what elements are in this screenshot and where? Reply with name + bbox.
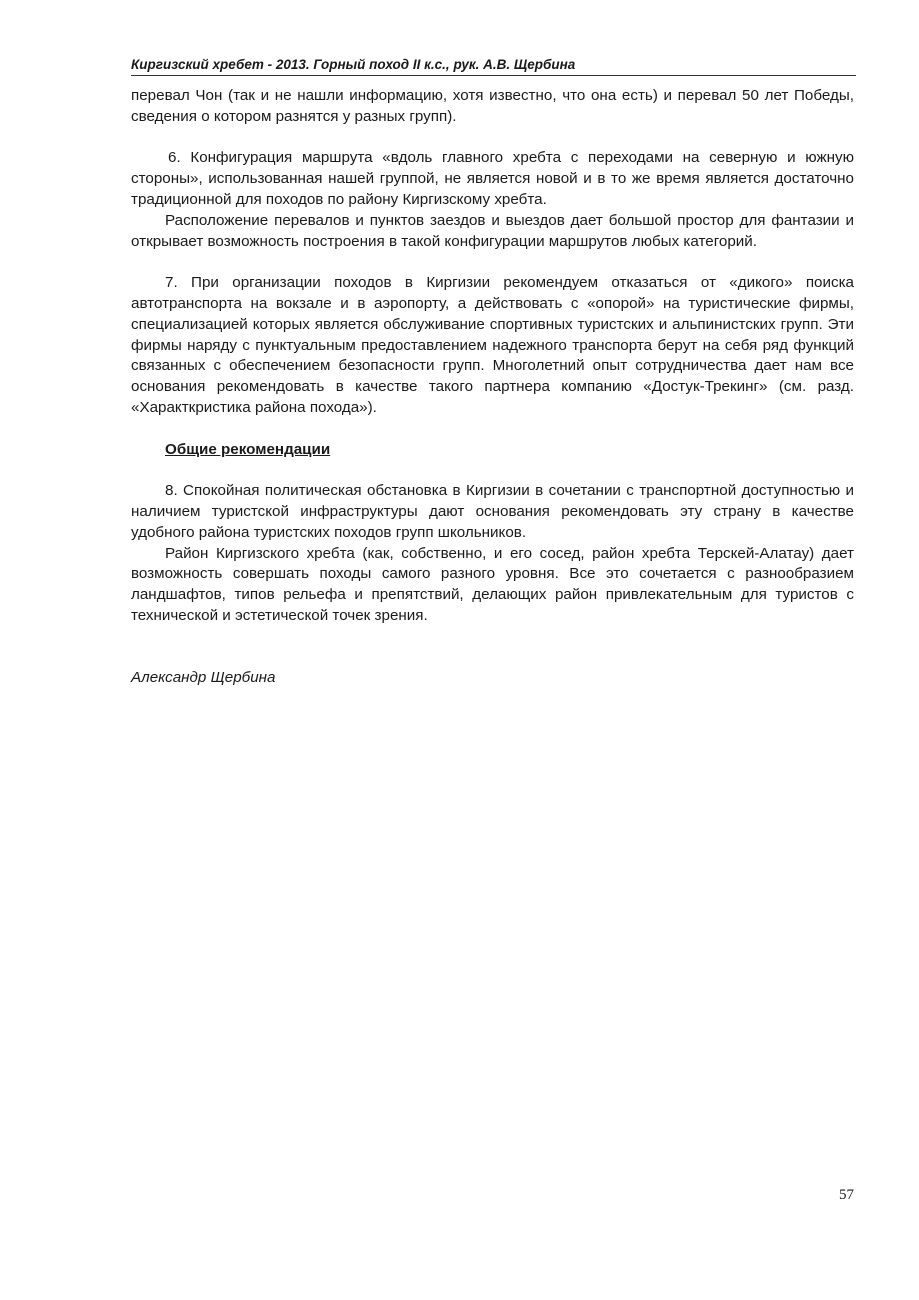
paragraph-continuation: перевал Чон (так и не нашли информацию, хотя известно, что она есть) и перевал 50 лет Победы, сведения о котором разнятся у разных групп). bbox=[131, 87, 854, 125]
paragraph-gap bbox=[131, 648, 854, 669]
paragraph-gap bbox=[131, 252, 854, 273]
paragraph-8: 8. Спокойная политическая обстановка в Киргизии в сочетании с транспортной доступностью и наличием туристской инфраструктуры дают основания рекомендовать эту страну в качестве удобного района туристских походов групп школьников. bbox=[131, 482, 854, 541]
paragraph-gap bbox=[131, 627, 854, 648]
paragraph-8-continued: Район Киргизского хребта (как, собственно, и его сосед, район хребта Терскей-Алатау) дает возможность совершать походы самого разного уровня. Все это сочетается с разнообразием ландшафтов, типов рельефа и препятствий, делающих район привлекательным для туристов с технической и эстетической точек зрения. bbox=[131, 544, 854, 624]
paragraph-gap bbox=[131, 419, 854, 440]
running-header: Киргизский хребет - 2013. Горный поход II к.с., рук. А.В. Щербина bbox=[131, 56, 856, 76]
paragraph-7: 7. При организации походов в Киргизии рекомендуем отказаться от «дикого» поиска автотранспорта на вокзале и в аэропорту, а действовать с «опорой» на туристические фирмы, специализацией которых является обслуживание спортивных туристских и альпинистских групп. Эти фирмы наряду с пунктуальным предоставлением надежного транспорта берут на себя ряд функций связанных с обеспечением безопасности групп. Многолетний опыт сотрудничества дает нам все основания рекомендовать в качестве такого партнера компанию «Достук-Трекинг» (см. разд. «Характкристика района похода»). bbox=[131, 274, 854, 416]
paragraph-6-continued: Расположение перевалов и пунктов заездов и выездов дает большой простор для фантазии и открывает возможность построения в такой конфигурации маршрутов любых категорий. bbox=[131, 211, 854, 250]
document-body bbox=[131, 86, 854, 689]
paragraph-6: 6. Конфигурация маршрута «вдоль главного хребта с переходами на северную и южную стороны», использованная нашей группой, не является новой и в то же время является достаточно традиционной для походов по району Киргизскому хребта. bbox=[131, 149, 854, 208]
paragraph-gap bbox=[131, 460, 854, 481]
section-heading: Общие рекомендации bbox=[165, 440, 331, 458]
author-signature: Александр Щербина bbox=[131, 669, 276, 687]
page-number: 57 bbox=[839, 1187, 854, 1203]
paragraph-gap bbox=[131, 128, 854, 149]
